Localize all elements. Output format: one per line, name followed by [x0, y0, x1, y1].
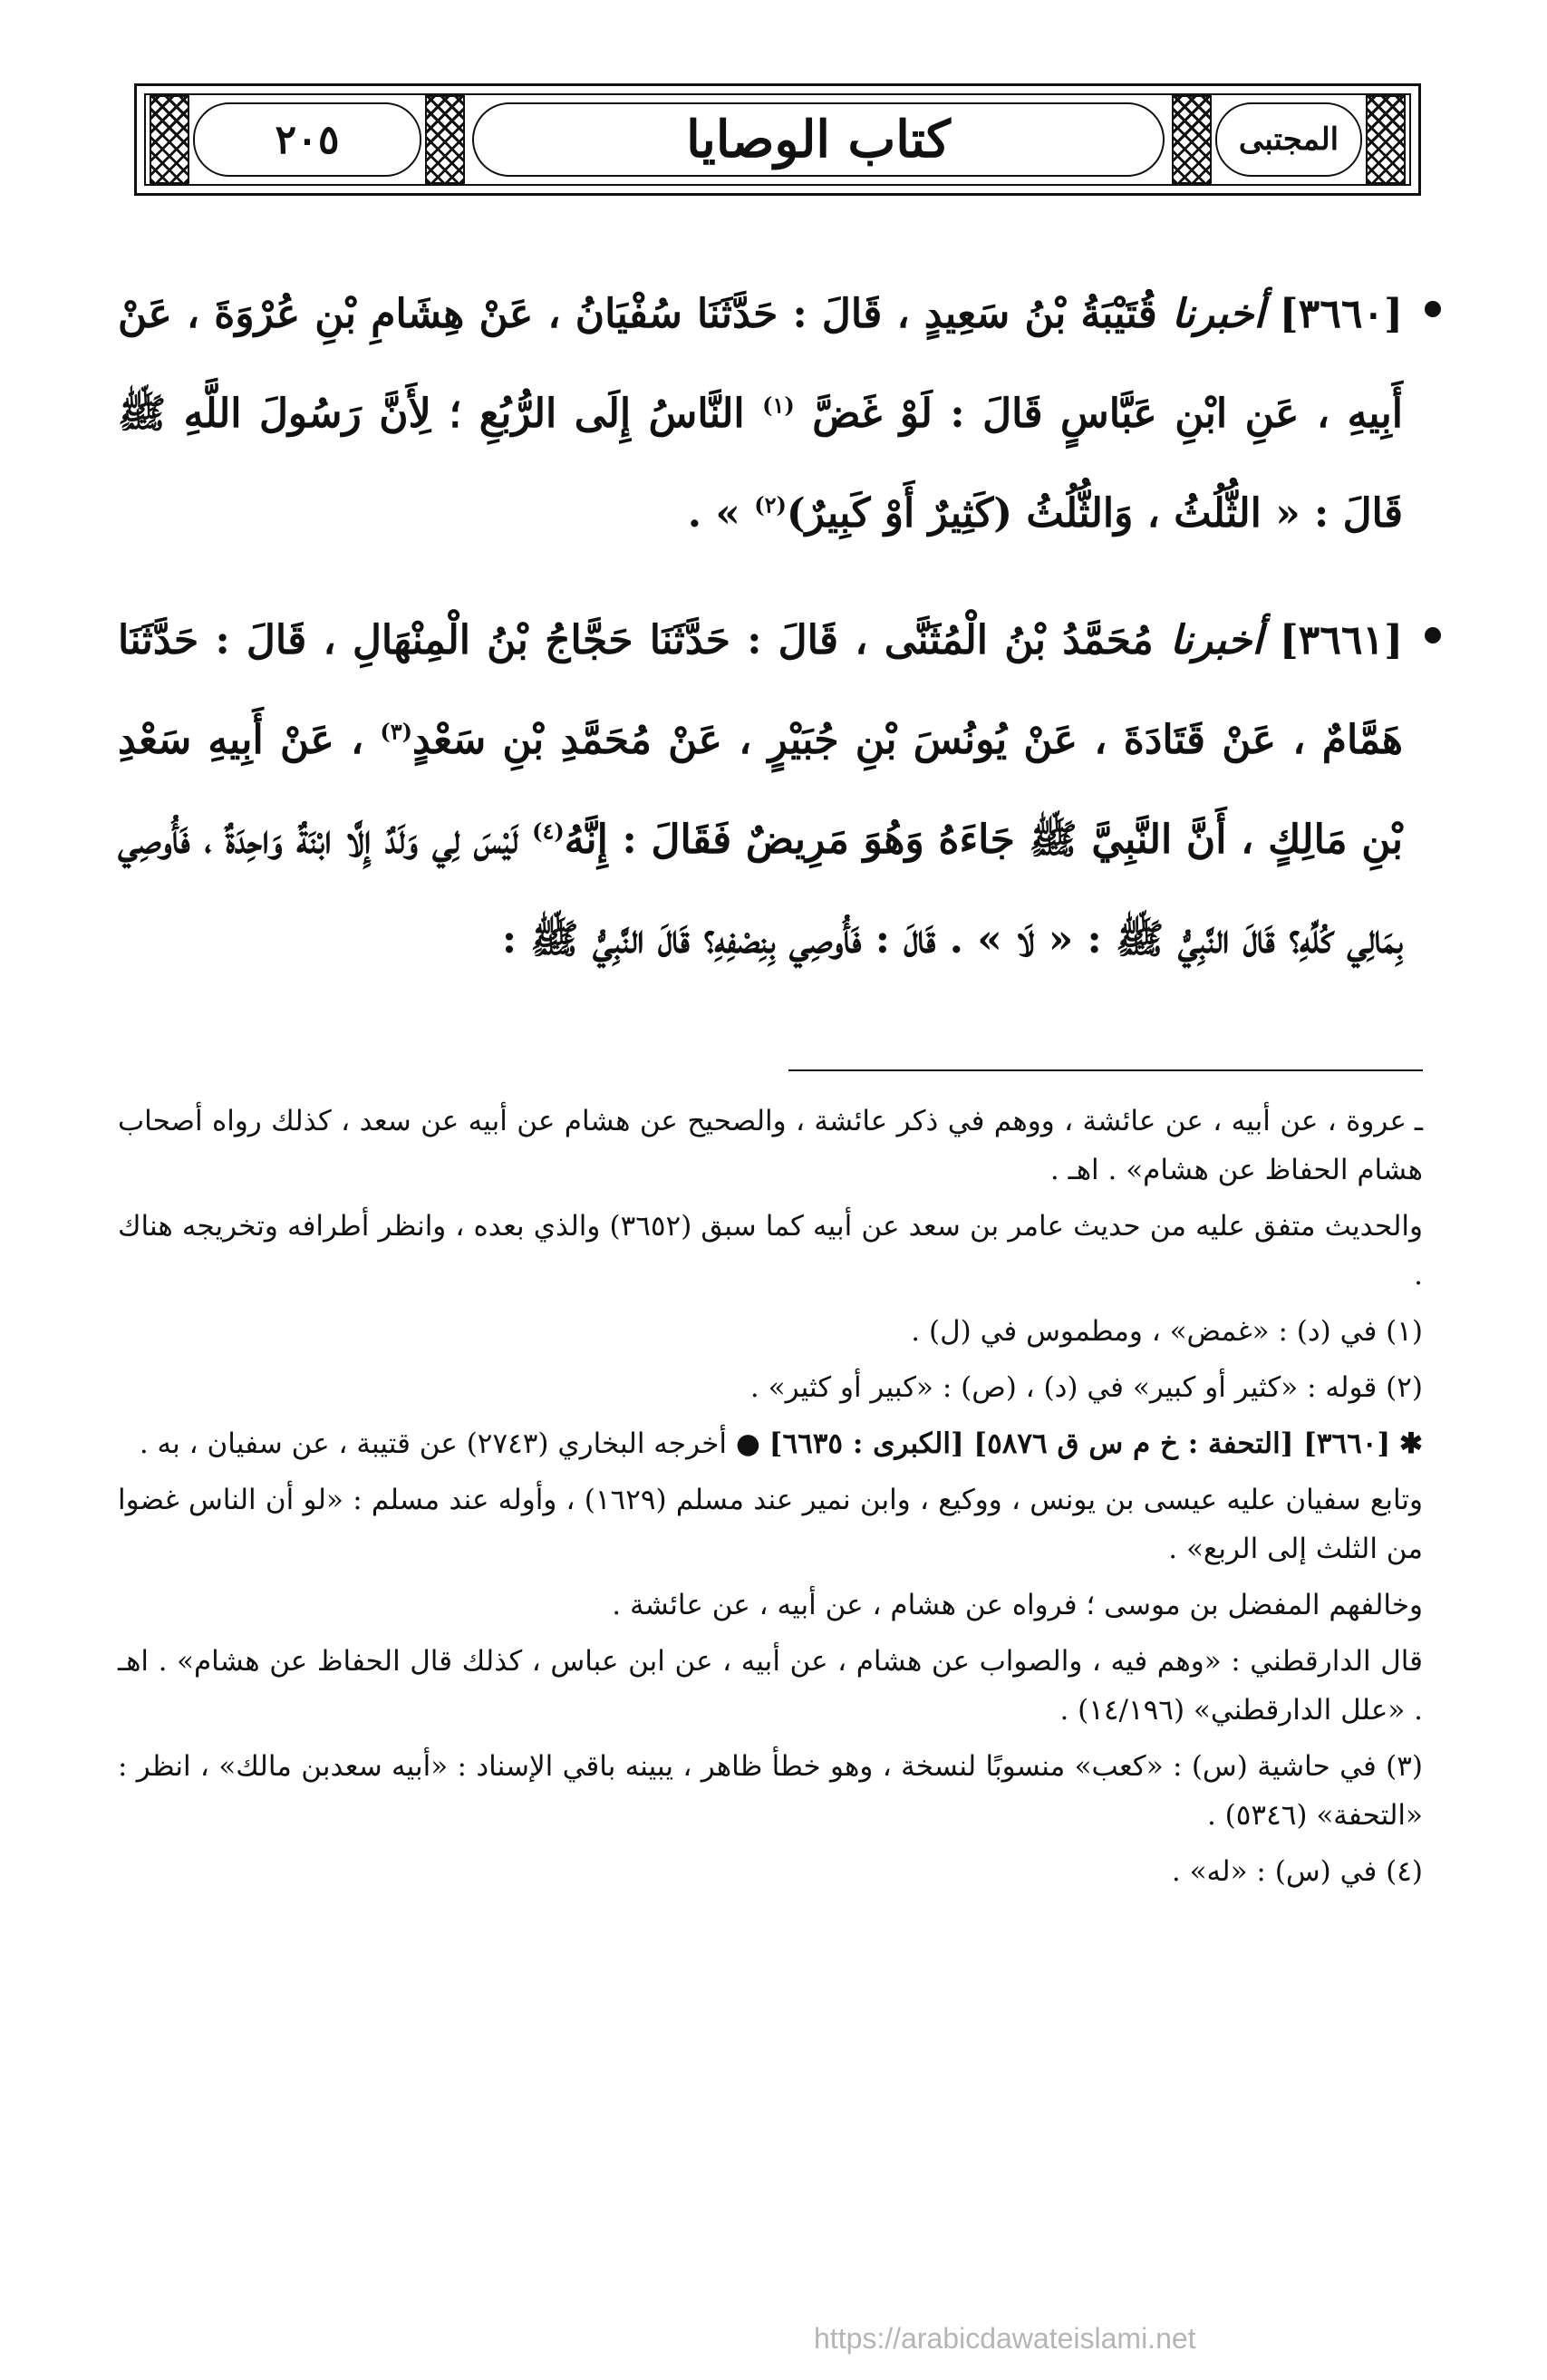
footnote-2: (٢) قوله : «كثير أو كبير» في (د) ، (ص) : «كبير أو كثير» .	[749, 1371, 1423, 1404]
takhrij-text: وتابع سفيان عليه عيسى بن يونس ، ووكيع ، وابن نمير عند مسلم (١٦٢٩) ، وأوله عند مسلم : «لو أن الناس غضوا من الثلث إلى الربع» .	[118, 1484, 1423, 1565]
book-brand: المجتبى	[1238, 121, 1339, 158]
hadith-number: [٣٦٦٠]	[1279, 291, 1403, 337]
book-brand-cartouche	[1215, 102, 1362, 177]
chapter-title: كتاب الوصايا	[686, 110, 951, 169]
chapter-title-cartouche	[472, 102, 1165, 177]
takhrij-text: وخالفهم المفضل بن موسى ؛ فرواه عن هشام ، عن أبيه ، عن عائشة .	[612, 1589, 1423, 1621]
hadith-text: مُحَمَّدُ بْنُ الْمُثَنَّى ، قَالَ : حَدَّثَنَا حَجَّاجُ بْنُ الْمِنْهَالِ ، قَالَ : حَدَّثَنَا هَمَّامٌ ، عَنْ قَتَادَةَ ، عَنْ يُونُسَ بْنِ جُبَيْرٍ ، عَنْ مُحَمَّدِ بْنِ سَعْدٍ	[118, 617, 1403, 763]
takhrij-text: قال الدارقطني : «وهم فيه ، والصواب عن هشام ، عن أبيه ، عن ابن عباس ، كذلك قال الحفاظ عن هشام» . اهـ . «علل الدارقطني» (١٤/١٩٦) .	[118, 1645, 1423, 1727]
hadith-lead: أخبرنا	[1171, 291, 1265, 337]
bullet-icon: ●	[735, 1427, 760, 1460]
footnote-text: عروة ، عن أبيه ، عن عائشة ، ووهم في ذكر عائشة ، والصحيح عن هشام عن أبيه عن سعد ، كذلك رواه أصحاب هشام الحفاظ عن هشام» . اهـ .	[118, 1105, 1423, 1186]
hadith-entry	[118, 265, 1441, 564]
footnote-marker: (٤)	[532, 818, 565, 845]
watermark-url: https://arabicdawateislami.net	[814, 2322, 1196, 2355]
footnote-marker: (١)	[762, 392, 795, 419]
hadith-paragraph	[118, 591, 1403, 990]
footnotes	[118, 1097, 1423, 1903]
footnote-1: (١) في (د) : «غمض» ، ومطموس في (ل) .	[911, 1315, 1423, 1348]
footnote-divider	[788, 1069, 1423, 1071]
ornament-pattern	[150, 95, 189, 184]
takhrij-head: [٣٦٦٠] [التحفة : خ م س ق ٥٨٧٦] [الكبرى : ٦٦٣٥]	[769, 1427, 1391, 1460]
main-text	[118, 265, 1441, 1017]
footnote-marker: (٢)	[754, 491, 787, 518]
page-header-banner	[134, 83, 1421, 196]
hadith-lead: أخبرنا	[1169, 617, 1263, 663]
footnote-continuation: ـعروة ، عن أبيه ، عن عائشة ، ووهم في ذكر عائشة ، والصحيح عن هشام عن أبيه عن سعد ، كذلك رواه أصحاب هشام الحفاظ عن هشام» . اهـ .	[118, 1105, 1423, 1186]
ornament-pattern	[1172, 95, 1212, 184]
bullet-icon	[1425, 627, 1441, 643]
hadith-text: النَّاسُ إِلَى الرُّبُعِ ؛ لِأَنَّ رَسُولَ اللَّهِ ﷺ قَالَ : « الثُّلُثُ ، وَالثُّلُثُ (كَثِيرٌ أَوْ كَبِيرٌ)	[118, 391, 1403, 537]
hadith-entry	[118, 591, 1441, 990]
hadith-text: ، عَنْ أَبِيهِ سَعْدِ بْنِ مَالِكٍ ، أَنَّ النَّبِيَّ ﷺ جَاءَهُ وَهُوَ مَرِيضٌ فَقَالَ : إِنَّهُ	[118, 717, 1403, 863]
takhrij-entry	[118, 1419, 1423, 1468]
page-number-cartouche	[193, 102, 421, 177]
page-number: ٢٠٥	[275, 116, 340, 163]
asterisk-icon: ✱	[1399, 1427, 1423, 1460]
hadith-text: » .	[687, 490, 740, 537]
hadith-text: قُتَيْبَةُ بْنُ سَعِيدٍ ، قَالَ : حَدَّثَنَا سُفْيَانُ ، عَنْ هِشَامِ بْنِ عُرْوَةَ ، عَنْ أَبِيهِ ، عَنِ ابْنِ عَبَّاسٍ قَالَ : لَوْ غَضَّ	[118, 291, 1403, 437]
ornament-pattern	[425, 95, 465, 184]
footnote-4: (٤) في (س) : «له» .	[1171, 1855, 1423, 1888]
footnote-marker: (٣)	[380, 718, 413, 745]
footnote-continuation: والحديث متفق عليه من حديث عامر بن سعد عن أبيه كما سبق (٣٦٥٢) والذي بعده ، وانظر أطرافه وتخريجه هناك .	[118, 1210, 1423, 1292]
hadith-number: [٣٦٦١]	[1279, 617, 1404, 663]
bullet-icon	[1425, 301, 1441, 317]
takhrij-body: أخرجه البخاري (٢٧٤٣) عن قتيبة ، عن سفيان ، به .	[139, 1427, 727, 1460]
hadith-paragraph	[118, 265, 1403, 564]
footnote-3: (٣) في حاشية (س) : «كعب» منسوبًا لنسخة ، وهو خطأ ظاهر ، يبينه باقي الإسناد : «أبيه سعدبن مالك» ، انظر : «التحفة» (٥٣٤٦) .	[118, 1750, 1423, 1832]
hadith-text: لَيْسَ لِي وَلَدٌ إِلَّا ابْنَةٌ وَاحِدَةٌ ، فَأُوصِي بِمَالِي كُلِّهِ؟ قَالَ النَّبِيُّ ﷺ : « لَا » . قَالَ : فَأُوصِي بِنِصْفِهِ؟ قَالَ النَّبِيُّ ﷺ :	[118, 817, 1403, 963]
ornament-pattern	[1366, 95, 1406, 184]
